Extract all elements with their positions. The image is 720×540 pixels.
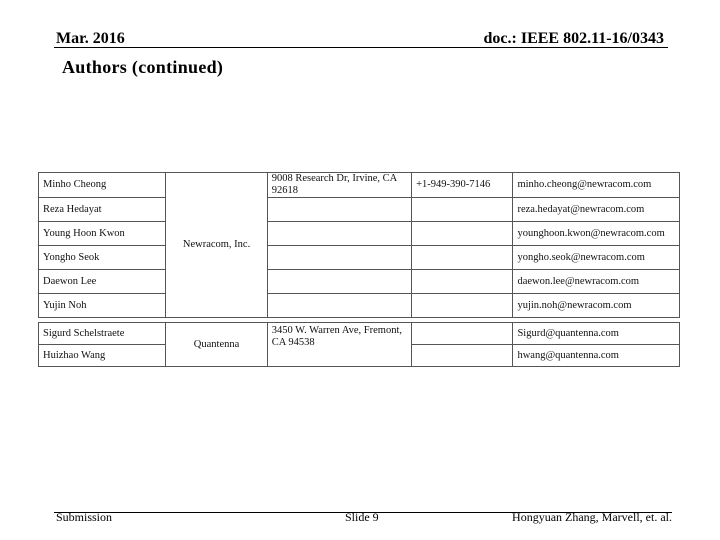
- author-address: [267, 222, 411, 246]
- author-address: [267, 294, 411, 318]
- slide-title: Authors (continued): [62, 57, 224, 77]
- author-email: daewon.lee@newracom.com: [513, 270, 680, 294]
- author-name: Minho Cheong: [39, 173, 166, 198]
- author-name: Yongho Seok: [39, 246, 166, 270]
- footer-slide-number: Slide 9: [345, 510, 379, 524]
- header-date: Mar. 2016: [56, 30, 125, 47]
- author-address: [267, 270, 411, 294]
- author-email: reza.hedayat@newracom.com: [513, 198, 680, 222]
- author-phone: [412, 294, 513, 318]
- author-address: 3450 W. Warren Ave, Fremont, CA 94538: [267, 323, 411, 367]
- authors-table-newracom: [38, 172, 680, 318]
- table-row: [39, 246, 680, 270]
- author-phone: [412, 323, 513, 345]
- author-email: hwang@quantenna.com: [513, 345, 680, 367]
- table-row: [39, 294, 680, 318]
- author-phone: [412, 270, 513, 294]
- header-doc-id: doc.: IEEE 802.11-16/0343: [483, 30, 664, 47]
- author-phone: [412, 198, 513, 222]
- author-phone: +1-949-390-7146: [412, 173, 513, 198]
- header-divider: [54, 47, 668, 48]
- author-email: Sigurd@quantenna.com: [513, 323, 680, 345]
- author-phone: [412, 222, 513, 246]
- author-name: Yujin Noh: [39, 294, 166, 318]
- author-address: [267, 198, 411, 222]
- author-name: Huizhao Wang: [39, 345, 166, 367]
- author-name: Reza Hedayat: [39, 198, 166, 222]
- author-phone: [412, 345, 513, 367]
- author-address: 9008 Research Dr, Irvine, CA 92618: [267, 173, 411, 198]
- table-row: [39, 198, 680, 222]
- authors-table-quantenna: [38, 322, 680, 367]
- author-phone: [412, 246, 513, 270]
- author-name: Young Hoon Kwon: [39, 222, 166, 246]
- author-email: minho.cheong@newracom.com: [513, 173, 680, 198]
- footer-authors: Hongyuan Zhang, Marvell, et. al.: [512, 510, 672, 524]
- footer-submission: Submission: [56, 510, 113, 524]
- author-affiliation: Newracom, Inc.: [166, 173, 267, 318]
- author-name: Daewon Lee: [39, 270, 166, 294]
- author-address: [267, 246, 411, 270]
- table-row: [39, 173, 680, 198]
- author-name: Sigurd Schelstraete: [39, 323, 166, 345]
- table-row: [39, 222, 680, 246]
- author-email: yujin.noh@newracom.com: [513, 294, 680, 318]
- author-email: younghoon.kwon@newracom.com: [513, 222, 680, 246]
- table-row: [39, 270, 680, 294]
- author-email: yongho.seok@newracom.com: [513, 246, 680, 270]
- author-affiliation: Quantenna: [166, 323, 267, 367]
- table-row: [39, 323, 680, 345]
